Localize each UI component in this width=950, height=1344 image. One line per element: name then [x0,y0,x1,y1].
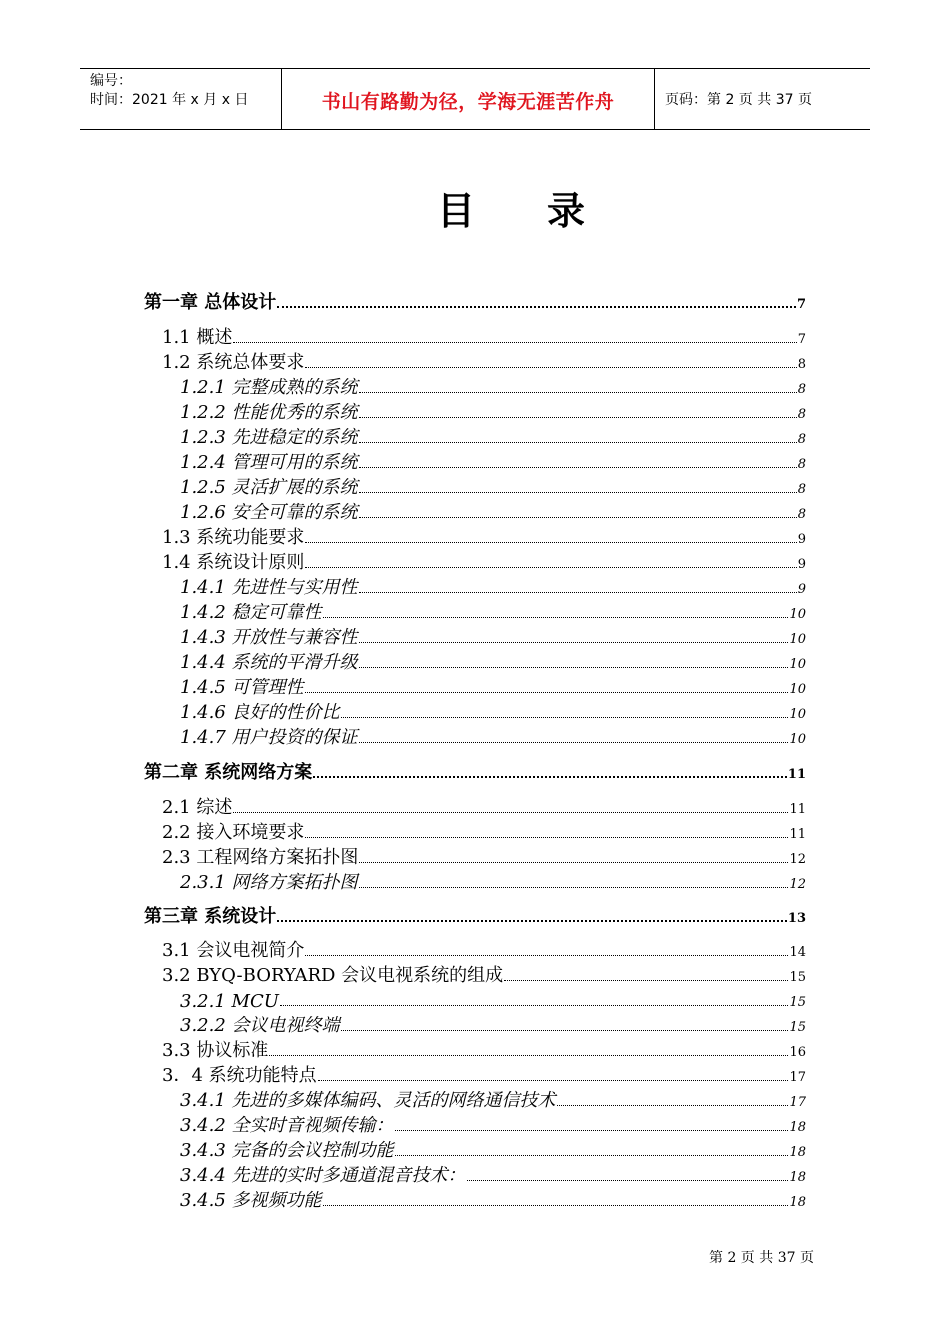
toc-entry-page: 8 [797,432,806,447]
toc-entry-page: 11 [789,802,806,817]
toc-leader-dots [323,1205,789,1206]
toc-entry-label: 2.2 接入环境要求 [162,822,305,843]
toc-entry[interactable] [162,845,806,869]
toc-leader-dots [395,1155,789,1156]
toc-entry-label: 2.3.1 网络方案拓扑图 [180,872,358,893]
toc-entry-label: 第二章 系统网络方案 [144,762,313,783]
header-page-label: 页码：第 2 页 共 37 页 [665,92,812,108]
toc-entry-page: 18 [789,1170,806,1185]
toc-entry[interactable] [180,625,806,649]
toc-entry[interactable] [180,725,806,749]
toc-entry-label: 1.2.3 先进稳定的系统 [180,427,358,448]
toc-entry[interactable] [162,1063,806,1087]
toc-leader-dots [233,812,788,813]
toc-chapter-entry[interactable] [144,760,806,784]
toc-entry[interactable] [180,1188,806,1212]
toc-entry-label: 3.1 会议电视简介 [162,940,305,961]
toc-entry[interactable] [180,400,806,424]
toc-entry[interactable] [180,600,806,624]
page-footer: 第 2 页 共 37 页 [709,1250,814,1266]
toc-leader-dots [395,1130,789,1131]
toc-entry-label: 第三章 系统设计 [144,906,277,927]
toc-entry-page: 11 [787,767,806,782]
toc-entry[interactable] [180,1013,806,1037]
toc-leader-dots [323,617,789,618]
toc-entry-label: 1.2 系统总体要求 [162,352,305,373]
header-divider [654,69,655,129]
toc-entry[interactable] [180,425,806,449]
toc-leader-dots [359,887,789,888]
toc-entry-label: 2.3 工程网络方案拓扑图 [162,847,359,868]
toc-entry-label: 1.2.1 完整成熟的系统 [180,377,358,398]
toc-entry-page: 10 [789,732,806,747]
toc-entry-label: 1.1 概述 [162,327,233,348]
toc-entry[interactable] [162,820,806,844]
toc-entry-label: 3．4 系统功能特点 [162,1065,317,1086]
toc-leader-dots [341,717,789,718]
toc-entry[interactable] [180,675,806,699]
toc-entry[interactable] [162,938,806,962]
toc-entry-page: 15 [789,1020,806,1035]
toc-entry[interactable] [162,795,806,819]
toc-leader-dots [359,467,797,468]
toc-entry-page: 9 [797,557,806,572]
toc-leader-dots [359,642,789,643]
toc-entry-page: 8 [797,482,806,497]
toc-leader-dots [318,1080,789,1081]
header-info [90,72,280,110]
toc-entry-label: 1.4.2 稳定可靠性 [180,602,322,623]
toc-leader-dots [359,862,788,863]
toc-leader-dots [305,367,796,368]
toc-entry-page: 9 [797,532,806,547]
toc-entry-page: 12 [789,852,806,867]
toc-leader-dots [359,392,797,393]
toc-entry-page: 18 [789,1120,806,1135]
toc-leader-dots [467,1180,789,1181]
toc-entry-label: 3.4.2 全实时音视频传输： [180,1115,394,1136]
toc-entry-page: 15 [789,995,806,1010]
toc-entry-page: 10 [789,607,806,622]
toc-entry-label: 1.4 系统设计原则 [162,552,305,573]
toc-entry-page: 11 [789,827,806,842]
toc-entry-page: 10 [789,657,806,672]
toc-chapter-entry[interactable] [144,290,806,314]
toc-entry-page: 18 [789,1195,806,1210]
toc-leader-dots [277,920,787,922]
toc-entry[interactable] [180,500,806,524]
toc-leader-dots [305,955,788,956]
toc-entry[interactable] [180,1088,806,1112]
toc-entry-label: 第一章 总体设计 [144,292,277,313]
toc-leader-dots [305,542,796,543]
toc-entry-page: 17 [789,1095,806,1110]
toc-entry-label: 1.3 系统功能要求 [162,527,305,548]
header-motto: 书山有路勤为径，学海无涯苦作舟 [321,91,615,113]
toc-leader-dots [305,692,789,693]
page-header [80,68,870,130]
toc-entry-page: 17 [789,1070,806,1085]
toc-entry-label: 3.4.4 先进的实时多通道混音技术： [180,1165,466,1186]
toc-entry-label: 3.4.1 先进的多媒体编码、灵活的网络通信技术 [180,1090,556,1111]
toc-entry-page: 10 [789,632,806,647]
toc-entry-label: 1.4.7 用户投资的保证 [180,727,358,748]
toc-entry-page: 8 [797,357,806,372]
toc-entry-label: 1.2.4 管理可用的系统 [180,452,358,473]
toc-entry-page: 8 [797,457,806,472]
toc-entry[interactable] [180,1138,806,1162]
toc-entry-page: 7 [796,297,806,312]
toc-chapter-entry[interactable] [144,904,806,928]
toc-entry-page: 14 [789,945,806,960]
toc-entry[interactable] [180,450,806,474]
toc-entry-label: 3.3 协议标准 [162,1040,269,1061]
toc-leader-dots [359,742,789,743]
toc-entry-page: 9 [797,582,806,597]
toc-entry-page: 10 [789,707,806,722]
toc-entry-page: 18 [789,1145,806,1160]
toc-entry-label: 1.4.4 系统的平滑升级 [180,652,358,673]
toc-leader-dots [313,776,787,778]
toc-entry[interactable] [162,963,806,987]
toc-leader-dots [280,1005,789,1006]
toc-entry[interactable] [162,550,806,574]
toc-entry-page: 8 [797,407,806,422]
toc-leader-dots [504,980,788,981]
toc-entry[interactable] [180,475,806,499]
toc-entry[interactable] [180,375,806,399]
toc-entry-label: 1.2.2 性能优秀的系统 [180,402,358,423]
toc-entry[interactable] [180,700,806,724]
toc-leader-dots [233,342,796,343]
toc-leader-dots [341,1030,789,1031]
toc-entry-page: 13 [787,911,806,926]
toc-title: 目录 [436,189,657,233]
toc-entry[interactable] [180,988,806,1012]
toc-entry-page: 12 [789,877,806,892]
toc-entry-label: 1.4.1 先进性与实用性 [180,577,358,598]
toc-entry-label: 2.1 综述 [162,797,233,818]
toc-entry-page: 8 [797,507,806,522]
toc-entry-label: 3.4.5 多视频功能 [180,1190,322,1211]
toc-entry[interactable] [180,1163,806,1187]
toc-entry-label: 1.4.5 可管理性 [180,677,304,698]
toc-entry[interactable] [162,1038,806,1062]
toc-leader-dots [359,517,797,518]
toc-entry[interactable] [162,325,806,349]
toc-leader-dots [359,417,797,418]
toc-entry-label: 3.4.3 完备的会议控制功能 [180,1140,394,1161]
toc-entry-page: 10 [789,682,806,697]
toc-entry[interactable] [162,525,806,549]
toc-entry-page: 7 [797,332,806,347]
toc-leader-dots [359,492,797,493]
toc-entry-label: 1.4.6 良好的性价比 [180,702,340,723]
toc-leader-dots [359,667,789,668]
header-time-label: 时间：2021 年 x 月 x 日 [90,92,249,108]
toc-entry-label: 1.2.5 灵活扩展的系统 [180,477,358,498]
toc-entry[interactable] [180,870,806,894]
toc-leader-dots [359,592,797,593]
toc-leader-dots [269,1055,788,1056]
toc-entry-label: 1.2.6 安全可靠的系统 [180,502,358,523]
toc-entry[interactable] [162,350,806,374]
toc-entry-page: 15 [789,970,806,985]
toc-entry-label: 1.4.3 开放性与兼容性 [180,627,358,648]
toc-entry[interactable] [180,650,806,674]
toc-entry-label: 3.2 BYQ-BORYARD 会议电视系统的组成 [162,965,504,986]
toc-entry-label: 3.2.2 会议电视终端 [180,1015,340,1036]
header-number-label: 编号： [90,73,132,89]
toc-leader-dots [277,306,796,308]
toc-leader-dots [305,837,788,838]
toc-entry[interactable] [180,1113,806,1137]
toc-entry-page: 8 [797,382,806,397]
toc-leader-dots [359,442,797,443]
toc-leader-dots [305,567,796,568]
toc-leader-dots [557,1105,789,1106]
toc-entry[interactable] [180,575,806,599]
toc-entry-label: 3.2.1 MCU [180,991,279,1012]
toc-entry-page: 16 [789,1045,806,1060]
